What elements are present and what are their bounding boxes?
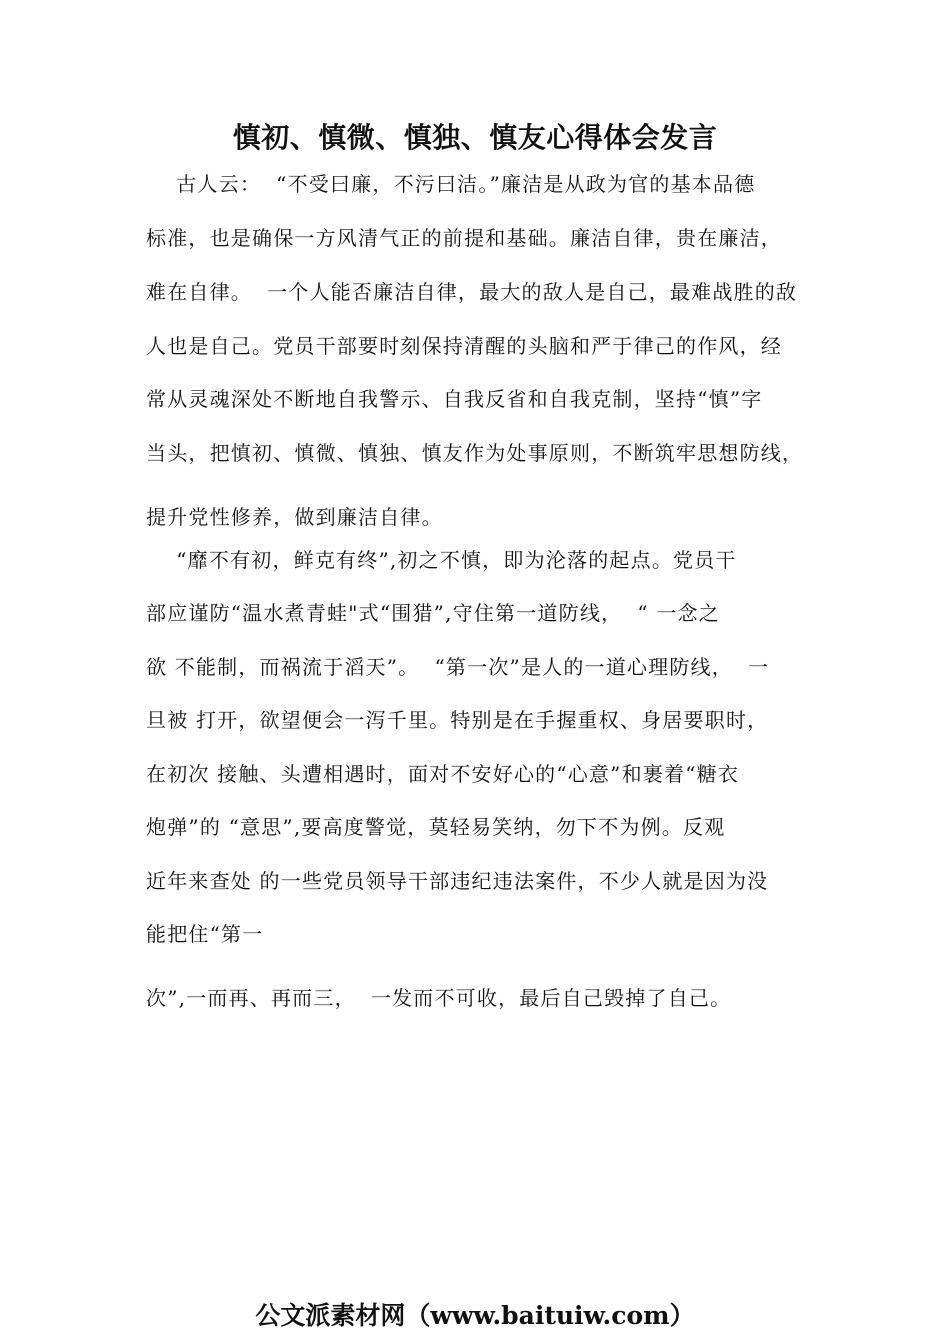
text-line: 在初次 接触、头遭相遇时，面对不安好心的“心意”和裹着“糖衣 <box>146 762 740 786</box>
text-line: 近年来查处 的一些党员领导干部违纪违法案件，不少人就是因为没 <box>146 869 769 893</box>
text-line: 古人云： “不受曰廉，不污曰洁。”廉洁是从政为官的基本品德 <box>146 172 756 196</box>
text-line: 提升党性修养，做到廉洁自律。 <box>146 505 443 529</box>
text-line: 难在自律。 一个人能否廉洁自律，最大的敌人是自己，最难战胜的敌 <box>146 280 798 304</box>
text-line: 常从灵魂深处不断地自我警示、自我反省和自我克制，坚持“慎”字 <box>146 387 763 411</box>
text-line: 人也是自己。党员干部要时刻保持清醒的头脑和严于律己的作风，经 <box>146 334 782 358</box>
text-line: 标准，也是确保一方风清气正的前提和基础。廉洁自律，贵在廉洁， <box>146 226 782 250</box>
text-line: 欲 不能制，而祸流于滔天”。 “第一次”是人的一道心理防线， 一 <box>146 655 770 679</box>
text-line: 炮弹”的 “意思”,要高度警觉，莫轻易笑纳，勿下不为例。反观 <box>146 815 726 839</box>
footer-source: 公文派素材网（www.baituiw.com） <box>255 1301 695 1330</box>
text-line: 次”,一而再、再而三， 一发而不可收，最后自己毁掉了自己。 <box>146 986 732 1010</box>
text-line: 能把住“第一 <box>146 922 264 946</box>
text-line: 当头，把慎初、慎微、慎独、慎友作为处事原则，不断筑牢思想防线， <box>146 441 804 465</box>
text-line: “靡不有初，鲜克有终”,初之不慎，即为沦落的起点。党员干 <box>146 548 737 572</box>
text-line: 旦被 打开，欲望便会一泻千里。特别是在手握重权、身居要职时， <box>146 708 769 732</box>
text-line: 部应谨防“温水煮青蛙"式“围猎”,守住第一道防线， “ 一念之 <box>146 601 720 625</box>
page-title: 慎初、慎微、慎独、慎友心得体会发言 <box>232 121 718 154</box>
